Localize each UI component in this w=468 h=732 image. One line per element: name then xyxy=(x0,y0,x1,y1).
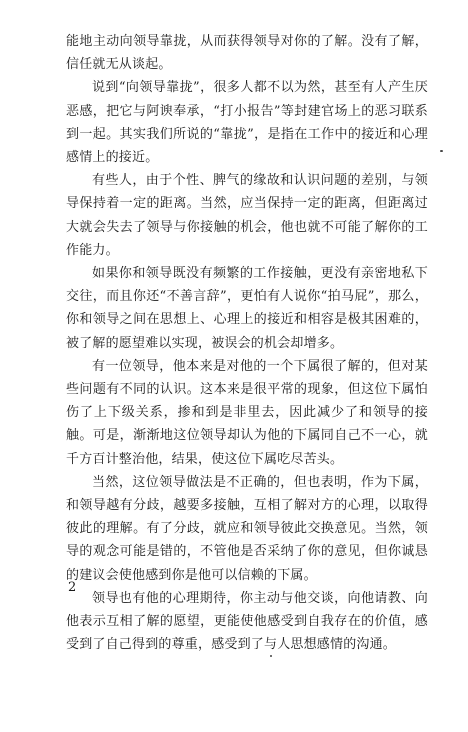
scan-speck xyxy=(440,150,443,152)
page-number: 2 xyxy=(68,580,77,595)
paragraph-6: 当然，这位领导做法是不正确的，但也表明，作为下属，和领导越有分歧，越要多接触，互相了解对方的心理，以取得彼此的理解。有了分歧，就应和领导彼此交换意见。当然，领导的观念可能是错的，不管他是否采纳了你的意见，但你诚恳的建议会使他感到你是他可以信赖的下属。 xyxy=(66,474,428,583)
paragraph-7: 领导也有他的心理期待，你主动与他交谈，向他请教、向他表示互相了解的愿望，更能使他感受到自我存在的价值，感受到了自己得到的尊重，感受到了与人思想感情的沟通。 xyxy=(66,590,428,653)
paragraph-4: 如果你和领导既没有频繁的工作接触，更没有亲密地私下交往，而且你还“不善言辞”，更怕有人说你“拍马屁”，那么，你和领导之间在思想上、心理上的接近和相容是极其困难的，被了解的愿望难以实现，被误会的机会却增多。 xyxy=(66,266,428,351)
paragraph-5: 有一位领导，他本来是对他的一个下属很了解的，但对某些问题有不同的认识。这本来是很平常的现象，但这位下属怕伤了上下级关系，掺和到是非里去，因此减少了和领导的接触。可是，渐渐地这位领导却认为他的下属同自己不一心，就千方百计整治他，结果，使这位下属吃尽苦头。 xyxy=(66,358,428,467)
document-body xyxy=(66,30,428,656)
paragraph-3: 有些人，由于个性、脾气的缘故和认识问题的差别，与领导保持着一定的距离。当然，应当保持一定的距离，但距离过大就会失去了领导与你接触的机会，他也就不可能了解你的工作能力。 xyxy=(66,173,428,258)
paragraph-2: 说到“向领导靠拢”，很多人都不以为然，甚至有人产生厌恶感，把它与阿谀奉承，“打小报告”等封建官场上的恶习联系到一起。其实我们所说的“靠拢”，是指在工作中的接近和心理感情上的接近。 xyxy=(66,80,428,166)
scan-speck xyxy=(270,655,272,657)
paragraph-1: 能地主动向领导靠拢，从而获得领导对你的了解。没有了解，信任就无从谈起。 xyxy=(66,34,428,73)
